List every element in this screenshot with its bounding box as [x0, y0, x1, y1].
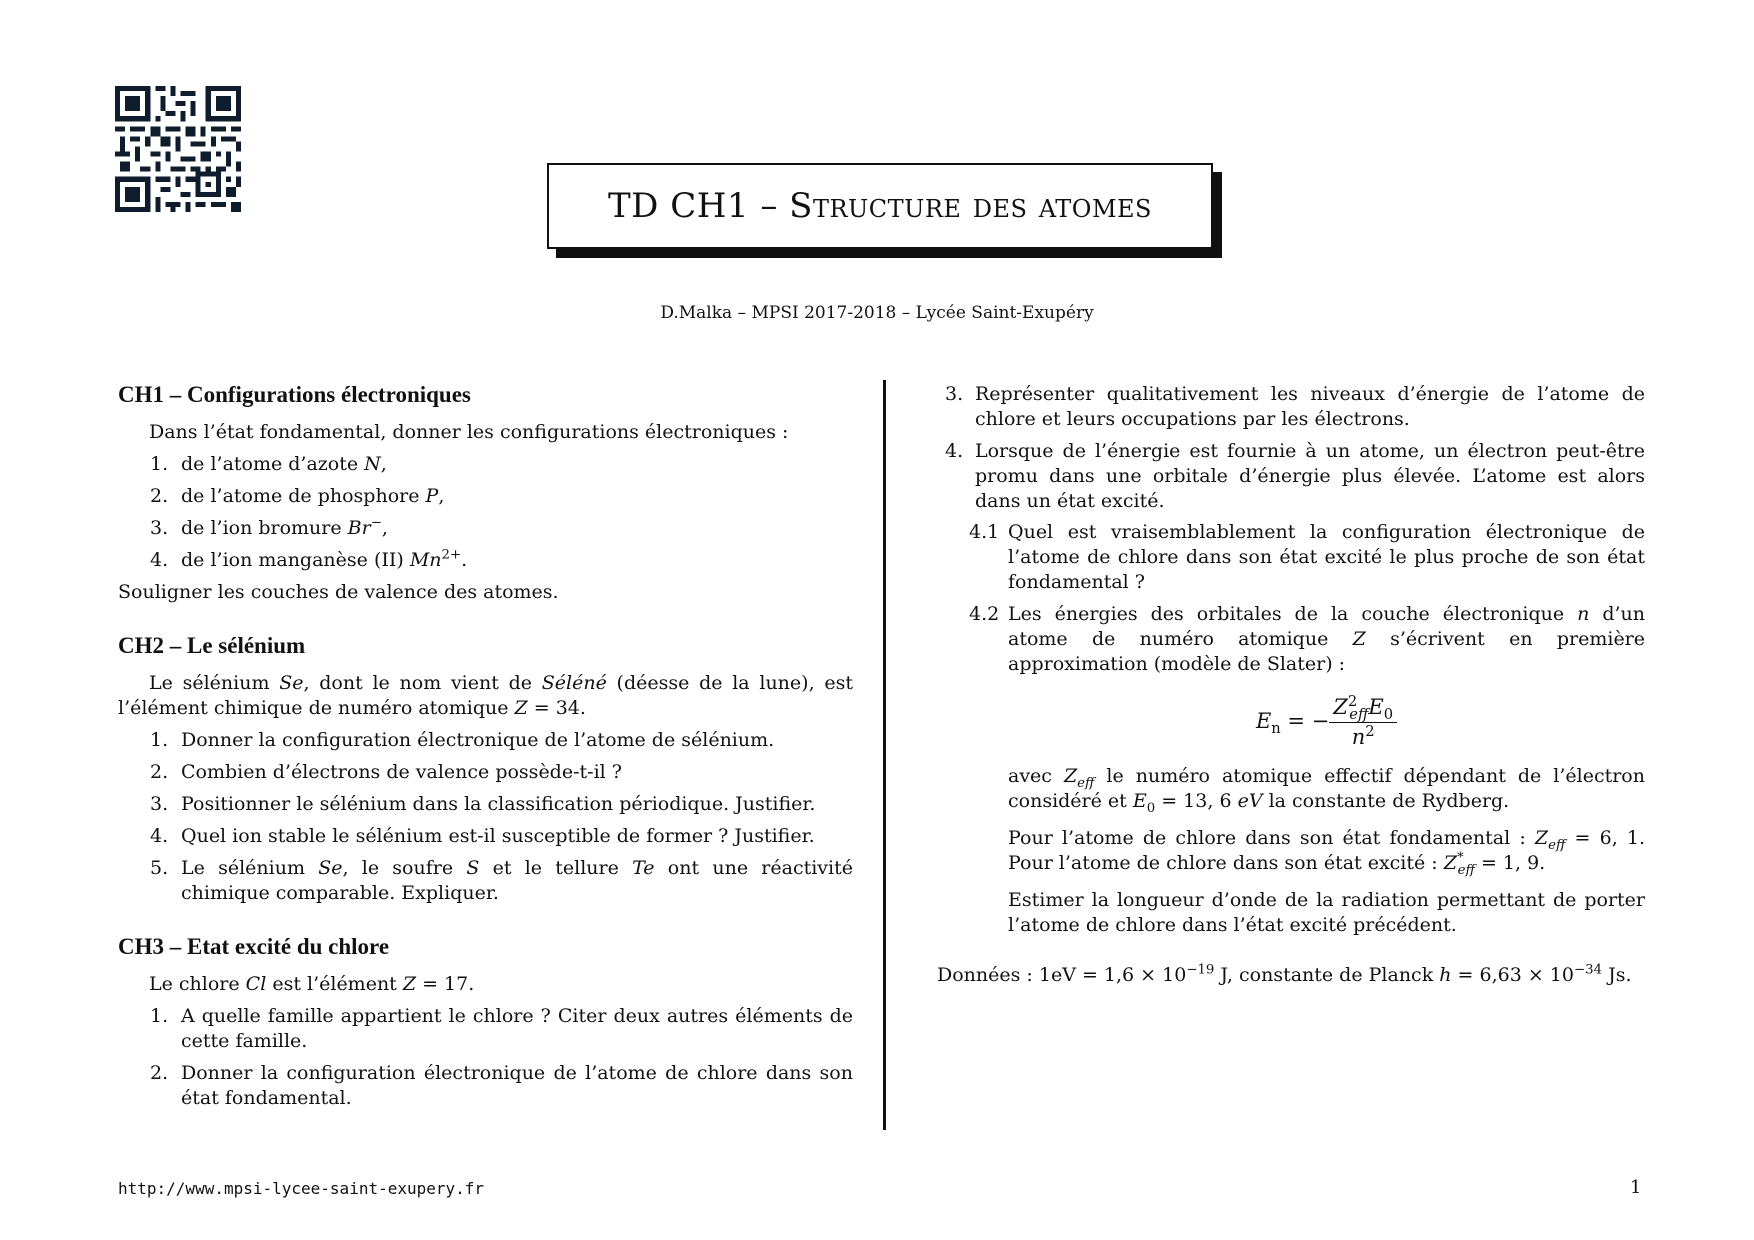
list-item: 1. de l’atome d’azote N, [150, 453, 387, 475]
section-outro: Souligner les couches de valence des atomes. [118, 581, 559, 603]
section-ch2 [118, 631, 853, 906]
section-intro: Dans l’état fondamental, donner les configurations électroniques : [149, 421, 789, 443]
list-item: 4. Lorsque de l’énergie est fournie à un atome, un électron peut-être promu dans une orbitale d’énergie plus élevée. L’atome est alors dans un état excité. [945, 440, 1645, 512]
section-ch3 [118, 932, 853, 1111]
left-column [118, 380, 853, 1111]
list-item: 5. Le sélénium Se, le soufre S et le tellure Te ont une réactivité chimique comparable. Expliquer. [150, 857, 853, 904]
formula-explanation [945, 764, 1645, 938]
list-item: 1. A quelle famille appartient le chlore ? Citer deux autres éléments de cette famille. [150, 1005, 853, 1052]
page-number: 1 [1630, 1177, 1642, 1198]
section-ch1 [118, 380, 853, 605]
list-item: 4. Quel ion stable le sélénium est-il susceptible de former ? Justifier. [150, 825, 815, 847]
list-item: 4. de l’ion manganèse (II) $Mn^{2+}$. [150, 547, 468, 571]
pour-paragraph: Pour l’atome de chlore dans son état fondamental : $Z_{eff} = 6$, 1. Pour l’atome de chlore dans son état excité : $Z^*_{eff} = 1$, 9. [1008, 827, 1646, 878]
list-item: 3. de l’ion bromure Br−, [150, 515, 388, 539]
title-box [547, 163, 1213, 249]
footer-url[interactable]: http://www.mpsi-lycee-saint-exupery.fr [118, 1179, 485, 1198]
estimer-paragraph: Estimer la longueur d’onde de la radiation permettant de porter l’atome de chlore dans l’état excité précédent. [1008, 889, 1645, 936]
list-item: 3. Représenter qualitativement les niveaux d’énergie de l’atome de chlore et leurs occupations par les électrons. [945, 383, 1645, 430]
slater-formula: $E_n$ = − $\frac{Z^2_{eff}E_0}{n^2}$ [945, 695, 1645, 750]
sub-list-item: 4.1 Quel est vraisemblablement la configuration électronique de l’atome de chlore dans son état excité le plus proche de son état fondamental ? [969, 521, 1645, 593]
list-item: 2. de l’atome de phosphore P, [150, 485, 445, 507]
section-intro: Le sélénium Se, dont le nom vient de Séléné (déesse de la lune), est l’élément chimique de numéro atomique Z = 34. [118, 672, 853, 719]
section-heading: CH1 – Configurations électroniques [118, 382, 471, 407]
question-list [945, 382, 1645, 514]
question-list [118, 1004, 853, 1111]
list-item: 3. Positionner le sélénium dans la classification périodique. Justifier. [150, 793, 816, 815]
page-title: TD CH1 – Structure des atomes [607, 185, 1152, 226]
subtitle: D.Malka – MPSI 2017-2018 – Lycée Saint-Exupéry [660, 303, 1094, 323]
section-heading: CH2 – Le sélénium [118, 633, 306, 658]
donnees-line: Données : $1eV = 1,6 \times 10^{-19}$ J, constante de Planck $h = 6,63 \times 10^{-34}$ Js. [937, 962, 1632, 986]
sub-list-item: 4.2 Les énergies des orbitales de la couche électronique n d’un atome de numéro atomique Z s’écrivent en première approximation (modèle de Slater) : [969, 603, 1646, 675]
list-item: 2. Combien d’électrons de valence possède-t-il ? [150, 761, 622, 783]
list-item: 2. Donner la configuration électronique de l’atome de chlore dans son état fondamental. [150, 1062, 853, 1109]
sub-question-list [945, 520, 1645, 677]
right-column [937, 382, 1646, 988]
question-list [118, 452, 853, 573]
question-list [118, 728, 853, 906]
qr-code [115, 86, 241, 212]
list-item: 1. Donner la configuration électronique de l’atome de sélénium. [150, 729, 775, 751]
section-intro: Le chlore Cl est l’élément Z = 17. [149, 973, 475, 995]
avec-paragraph: avec $Z_{eff}$ le numéro atomique effectif dépendant de l’électron considéré et $E_0 = 13$, 6 eV la constante de Rydberg. [1008, 765, 1645, 816]
section-heading: CH3 – Etat excité du chlore [118, 934, 390, 959]
column-divider [883, 380, 886, 1130]
